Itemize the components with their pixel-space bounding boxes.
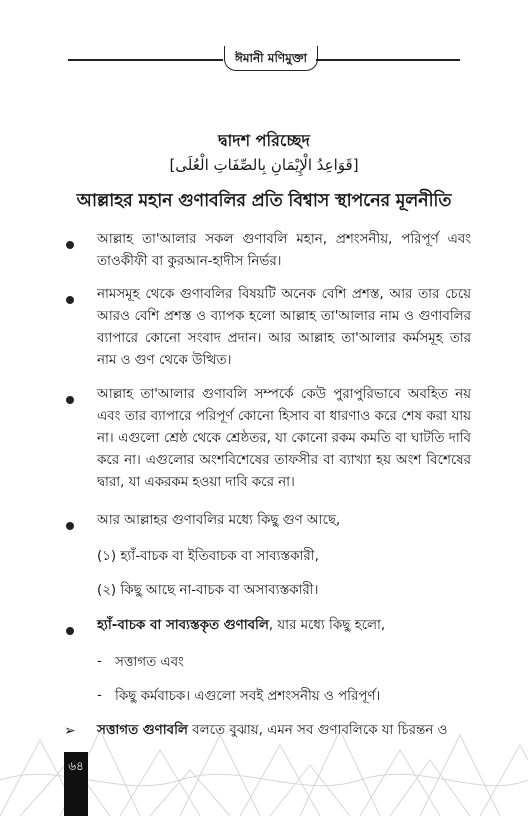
bullet-5-rest: , যার মধ্যে কিছু হলো, bbox=[268, 618, 386, 633]
arrow-item-bold: সত্তাগত গুণাবলি bbox=[97, 723, 188, 738]
header-rule-left bbox=[68, 59, 223, 61]
bullet-5-bold: হ্যাঁ-বাচক বা সাব্যস্তকৃত গুণাবলি bbox=[97, 618, 269, 633]
dash-item-1: সত্তাগত এবং bbox=[115, 655, 184, 670]
bullet-text-2: নামসমূহ থেকে গুণাবলির বিষয়টি অনেক বেশি প্রশস্ত, আর তার চেয়ে আরও বেশি প্রশস্ত ও ব্যাপক হলো আল্লাহ তা'আলার নাম ও গুণাবলির ব্যাপারে কোনো সংবাদ প্রদান। আর আল্লাহ তা'আলার কর্মসমূহ তার নাম ও গুণ থেকে উত্থিত। bbox=[97, 287, 471, 368]
bullet-text-4: আর আল্লাহর গুণাবলির মধ্যে কিছু গুণ আছে, bbox=[97, 513, 341, 528]
bullet-icon bbox=[66, 522, 74, 530]
arrow-item-rest: বলতে বুঝায়, এমন সব গুণাবলিকে যা চিরন্তন ও bbox=[187, 723, 448, 738]
running-header bbox=[68, 46, 460, 76]
arrow-item-text bbox=[97, 720, 471, 742]
bullet-icon bbox=[66, 241, 74, 249]
bullet-text-1: আল্লাহ তা'আলার সকল গুণাবলি মহান, প্রশংসনীয়, পরিপূর্ণ এবং তাওকীফী বা কুরআন-হাদীস নির্ভর। bbox=[97, 232, 471, 269]
bullet-text-3: আল্লাহ তা'আলার গুণাবলি সম্পর্কে কেউ পুরাপুরিভাবে অবহিত নয় এবং তার ব্যাপারে পরিপূর্ণ কোনো হিসাব বা ধারণাও করে শেষ করা যায় না। এগুলো শ্রেষ্ঠ থেকে শ্রেষ্ঠতর, যা কোনো রকম কমতি বা ঘাটতি দাবি করে না। এগুলোর অংশবিশেষের তাফসীর বা ব্যাখ্যা হয় অংশ বিশেষের দ্বারা, যা একরকম হওয়া দাবি করে না। bbox=[97, 387, 471, 490]
bullet-icon bbox=[66, 296, 74, 304]
header-title: ঈমানী মণিমুক্তা bbox=[224, 46, 318, 71]
arabic-title: [قَوَاعِدُ الْإِيْمَانِ بِالصِّفَاتِ الْعُلَى] bbox=[169, 156, 359, 174]
dash-item-2: কিছু কর্মবাচক। এগুলো সবই প্রশংসনীয় ও পরিপূর্ণ। bbox=[115, 689, 381, 704]
bullet-icon bbox=[66, 396, 74, 404]
sub-item-1: (১) হ্যাঁ-বাচক বা ইতিবাচক বা সাব্যস্তকারী, bbox=[97, 549, 319, 564]
section-heading: আল্লাহর মহান গুণাবলির প্রতি বিশ্বাস স্থাপনের মূলনীতি bbox=[76, 191, 452, 211]
dash-icon: - bbox=[97, 654, 102, 669]
bullet-text-5 bbox=[97, 615, 471, 637]
page-number: ৬৪ bbox=[68, 759, 84, 773]
bullet-icon bbox=[66, 627, 74, 635]
sub-item-2: (২) কিছু আছে না-বাচক বা অসাব্যস্তকারী। bbox=[97, 583, 319, 598]
dash-icon: - bbox=[97, 688, 102, 703]
header-rule-right bbox=[316, 59, 460, 61]
arrow-icon: ➢ bbox=[64, 723, 76, 739]
chapter-title: দ্বাদশ পরিচ্ছেদ bbox=[218, 131, 310, 150]
